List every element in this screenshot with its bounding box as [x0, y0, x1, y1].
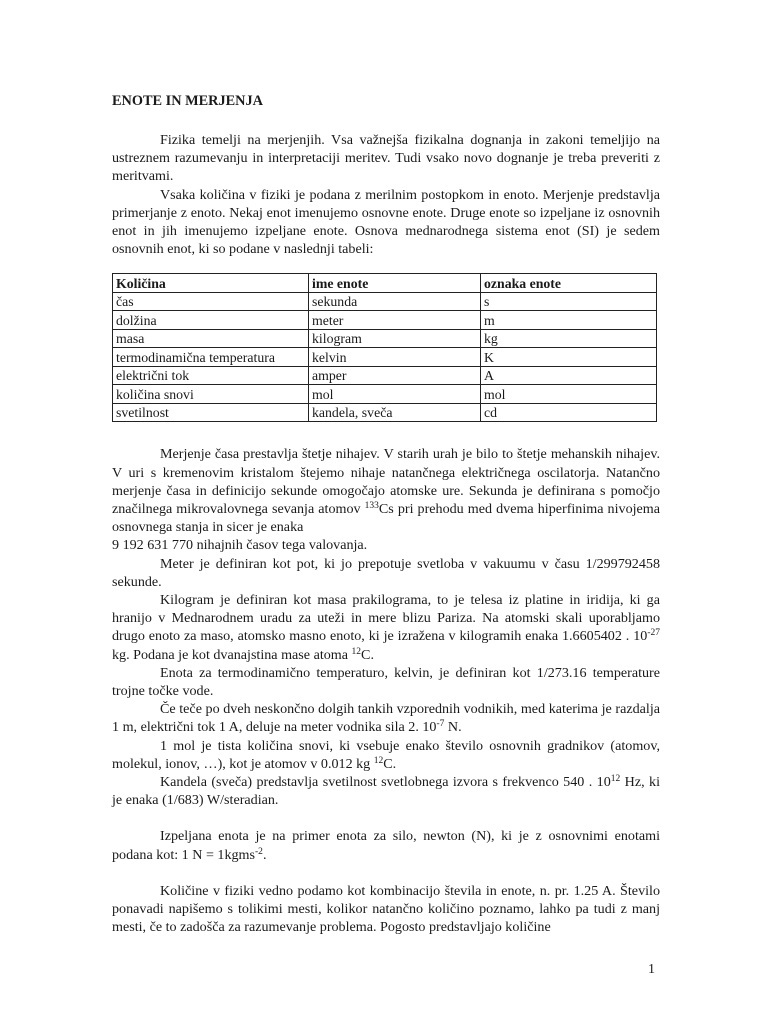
table-cell: kandela, sveča — [309, 403, 481, 422]
text-run: Če teče po dveh neskončno dolgih tankih vzporednih vodnikih, med katerima je razdalja 1 m, električni tok 1 A, deluje na meter vodnika sila 2. 10 — [112, 701, 660, 736]
table-cell: svetilnost — [113, 403, 309, 422]
text-run: Merjenje časa prestavlja štetje nihajev. V starih urah je bilo to štetje mehanskih nihajev. V uri s kremenovim kristalom štejemo nihaje natančnega električnega oscilatorja. Natančno merjenje časa in definicijo sekunde omogočajo atomske ure. Sekunda je definirana s pomočjo značilnega mikrovalovnega sevanja atomov — [112, 446, 660, 518]
table-header-row — [113, 274, 657, 293]
text-run: kg. Podana je kot dvanajstina mase atoma — [112, 646, 352, 663]
table-cell: meter — [309, 311, 481, 330]
table-cell: masa — [113, 329, 309, 348]
table-cell: amper — [309, 366, 481, 385]
table-cell: čas — [113, 292, 309, 311]
spacer — [112, 864, 660, 882]
table-row — [113, 292, 657, 311]
table-cell: dolžina — [113, 311, 309, 330]
kilogram-paragraph — [112, 591, 660, 664]
table-cell: cd — [481, 403, 657, 422]
mol-paragraph — [112, 737, 660, 773]
table-cell: sekunda — [309, 292, 481, 311]
time-paragraph-continued: 9 192 631 770 nihajnih časov tega valovanja. — [112, 537, 368, 554]
table-cell: A — [481, 366, 657, 385]
text-run: C. — [383, 755, 397, 772]
table-cell: termodinamična temperatura — [113, 348, 309, 367]
table-row — [113, 329, 657, 348]
intro-paragraph-2: Vsaka količina v fiziki je podana z merilnim postopkom in enoto. Merjenje predstavlja primerjanje z enoto. Nekaj enot imenujemo osnovne enote. Druge enote so izpeljane iz osnovnih enot in jih imenujemo izpeljane enote. Osnova mednarodnega sistema enot (SI) je sedem osnovnih enot, ki so podane v naslednji tabeli: — [112, 186, 660, 258]
superscript: 133 — [364, 501, 379, 512]
spacer — [112, 809, 660, 827]
table-row — [113, 311, 657, 330]
text-run: 1 mol je tista količina snovi, ki vsebuje enako število osnovnih gradnikov (atomov, molekul, ionov, …), kot je atomov v 0.012 kg — [112, 737, 660, 772]
ampere-paragraph — [112, 700, 660, 736]
table-row — [113, 348, 657, 367]
table-cell: m — [481, 311, 657, 330]
text-run: . — [262, 846, 267, 863]
superscript: -27 — [647, 628, 660, 639]
document-title: ENOTE IN MERJENJA — [112, 93, 263, 109]
table-cell: mol — [481, 385, 657, 404]
table-cell: s — [481, 292, 657, 311]
time-paragraph — [112, 445, 660, 536]
document-page — [112, 92, 660, 937]
meter-paragraph: Meter je definiran kot pot, ki jo prepotuje svetloba v vakuumu v času 1/299792458 sekunde. — [112, 555, 660, 590]
table-header-cell: Količina — [113, 274, 309, 293]
text-run: Kilogram je definiran kot masa prakilograma, to je telesa iz platine in iridija, ki ga hranijo v Mednarodnem uradu za uteži in mere blizu Pariza. Na atomski skali uporabljamo drugo enoto za maso, atomsko masno enoto, ki je izražena v kilogramih enaka 1.6605402 . 10 — [112, 592, 660, 645]
table-row — [113, 385, 657, 404]
table-cell: količina snovi — [113, 385, 309, 404]
superscript: 12 — [351, 646, 362, 657]
table-cell: električni tok — [113, 366, 309, 385]
table-cell: kg — [481, 329, 657, 348]
table-row — [113, 403, 657, 422]
superscript: -7 — [436, 719, 445, 730]
superscript: 12 — [373, 755, 384, 766]
text-run: N. — [444, 719, 462, 736]
quantities-paragraph: Količine v fiziki vedno podamo kot kombinacijo števila in enote, n. pr. 1.25 A. Število ponavadi napišemo s tolikimi mesti, kolikor natančno količino poznamo, lahko pa tudi z manj mesti, če to zadošča za razumevanje problema. Pogosto predstavljajo količine — [112, 882, 660, 936]
table-header-cell: oznaka enote — [481, 274, 657, 293]
superscript: 12 — [610, 774, 621, 785]
kelvin-paragraph: Enota za termodinamično temperaturo, kelvin, je definiran kot 1/273.16 temperature trojne točke vode. — [112, 664, 660, 700]
text-run: Izpeljana enota je na primer enota za silo, newton (N), ki je z osnovnimi enotami podana kot: 1 N = 1kgms — [112, 828, 660, 863]
candela-paragraph — [112, 773, 660, 809]
table-row — [113, 366, 657, 385]
text-run: C. — [361, 646, 374, 663]
text-run: Hz, ki je enaka (1/683) W/steradian. — [112, 774, 660, 809]
intro-paragraph-1: Fizika temelji na merjenjih. Vsa važnejša fizikalna dognanja in zakoni temeljijo na ustreznem razumevanju in interpretaciji meritev. Tudi vsako novo dognanje je treba preveriti z meritvami. — [112, 132, 660, 185]
text-run: Cs pri prehodu med dvema hiperfinima nivojema osnovnega stanja in sicer je enaka — [112, 501, 660, 536]
table-cell: kilogram — [309, 329, 481, 348]
text-run: Kandela (sveča) predstavlja svetilnost svetlobnega izvora s frekvenco 540 . 10 — [160, 774, 611, 791]
table-header-cell: ime enote — [309, 274, 481, 293]
table-cell: K — [481, 348, 657, 367]
table-cell: mol — [309, 385, 481, 404]
si-units-table — [112, 273, 657, 422]
page-number: 1 — [648, 962, 655, 977]
superscript: -2 — [255, 846, 263, 857]
table-cell: kelvin — [309, 348, 481, 367]
newton-paragraph — [112, 827, 660, 863]
